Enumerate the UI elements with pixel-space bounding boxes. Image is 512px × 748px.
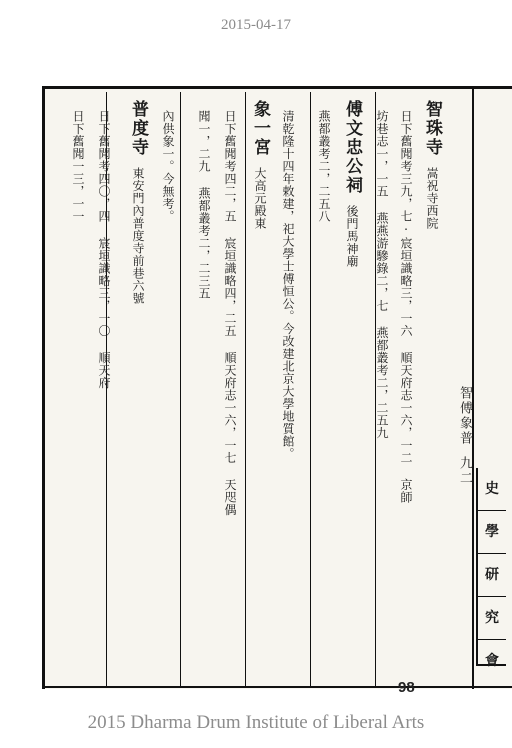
location: 嵩祝寺西院 bbox=[425, 167, 439, 230]
reference-line: 坊巷志一，一五 燕燕游驂錄二，七 燕都叢考二，二五九 bbox=[375, 110, 389, 439]
text-column bbox=[316, 100, 332, 660]
entry-heading-zhizhu bbox=[424, 100, 440, 660]
reference-line: 日下舊聞一三，一一 bbox=[71, 110, 85, 223]
society-label-box bbox=[476, 468, 506, 669]
text-column bbox=[398, 100, 414, 660]
page-number: 98 bbox=[398, 679, 415, 696]
text-column bbox=[160, 100, 176, 660]
heading: 普度寺 bbox=[128, 100, 148, 157]
box-char: 學 bbox=[478, 511, 506, 554]
text-column bbox=[280, 100, 296, 660]
box-char: 究 bbox=[478, 597, 506, 640]
book-page bbox=[42, 86, 512, 689]
top-border bbox=[42, 86, 512, 89]
text-column bbox=[70, 100, 86, 660]
location: 東安門內普度寺前巷六號 bbox=[131, 167, 145, 305]
description-line: 清乾隆十四年敕建，祀大學士傅恒公。今改建北京大學地質館。 bbox=[281, 110, 295, 460]
column-rule bbox=[245, 92, 246, 686]
text-column bbox=[374, 100, 390, 660]
running-head-page: 九二 bbox=[457, 456, 472, 486]
heading: 傅文忠公祠 bbox=[342, 100, 362, 195]
text-column bbox=[96, 100, 112, 660]
column-rule bbox=[180, 92, 181, 686]
text-column bbox=[196, 100, 212, 660]
reference-line: 日下舊聞考三九，七·宸垣識略三，一六 順天府志一六，一二 京師 bbox=[399, 110, 413, 504]
box-char: 研 bbox=[478, 554, 506, 597]
column-rule bbox=[310, 92, 311, 686]
running-head-title: 智傅象普 bbox=[457, 386, 472, 446]
running-head bbox=[448, 386, 474, 676]
footer-watermark: 2015 Dharma Drum Institute of Liberal Arts bbox=[87, 712, 425, 733]
box-char: 會 bbox=[485, 653, 499, 669]
entry-heading-pudu bbox=[130, 100, 146, 660]
heading: 象一宮 bbox=[250, 100, 270, 157]
reference-line: 日下舊聞考四〇，四 宸垣識略三，一〇 順天府 bbox=[97, 110, 111, 389]
heading: 智珠寺 bbox=[422, 100, 442, 157]
description-line: 內供象一。今無考。 bbox=[161, 110, 175, 223]
box-char: 史 bbox=[478, 468, 506, 511]
location: 後門馬神廟 bbox=[345, 205, 359, 268]
reference-line: 燕都叢考二，二五八 bbox=[317, 110, 331, 223]
bottom-border bbox=[42, 686, 512, 688]
date-stamp: 2015-04-17 bbox=[221, 17, 291, 33]
entry-heading-xiangyi bbox=[252, 100, 268, 660]
location: 大高元殿東 bbox=[253, 167, 267, 230]
reference-line: 聞一，二九 燕都叢考二，二三五 bbox=[197, 110, 211, 300]
left-border bbox=[42, 86, 45, 689]
entry-heading-fuwenzhong bbox=[344, 100, 360, 660]
text-column bbox=[222, 100, 238, 660]
reference-line: 日下舊聞考四二，五 宸垣識略四，二五 順天府志一六，一七 天咫偶 bbox=[223, 110, 237, 516]
